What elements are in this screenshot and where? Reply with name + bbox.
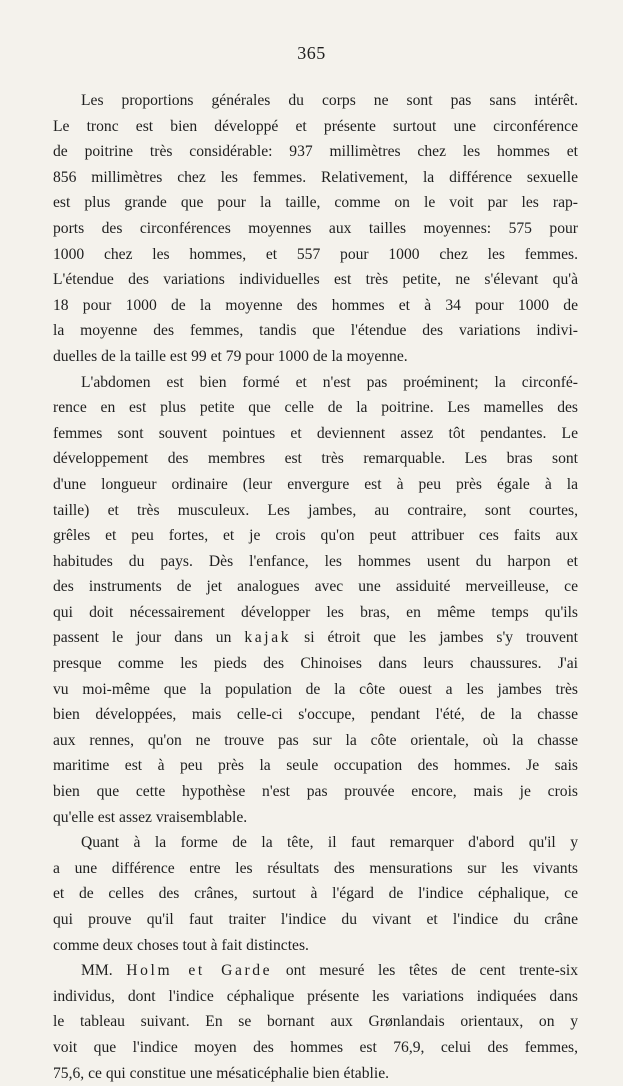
text-line: a une différence entre les résultats des mensurations sur les vivants	[53, 859, 578, 877]
text-line: 18 pour 1000 de la moyenne des hommes et à 34 pour 1000 de	[53, 296, 578, 314]
text-line: d'une longueur ordinaire (leur envergure est à peu près égale à la	[53, 475, 578, 493]
text-line: MM. Holm et Garde ont mesuré les têtes de cent trente-six	[81, 962, 578, 980]
text-line: la moyenne des femmes, tandis que l'étendue des variations indivi-	[53, 322, 578, 340]
text-line: passent le jour dans un kajak si étroit que les jambes s'y trouvent	[53, 629, 578, 647]
text-line: individus, dont l'indice céphalique présente les variations indiquées dans	[53, 987, 578, 1005]
text-line: des instruments de jet analogues avec une assiduité merveilleuse, ce	[53, 578, 578, 596]
text-line: Les proportions générales du corps ne sont pas sans intérêt.	[81, 92, 578, 109]
text-line: 856 millimètres chez les femmes. Relativement, la différence sexuelle	[53, 168, 578, 186]
letterspaced-word: Holm et Garde	[126, 962, 273, 980]
text-line: de poitrine très considérable: 937 millimètres chez les hommes et	[53, 143, 578, 161]
text-line: qu'elle est assez vraisemblable.	[53, 808, 248, 826]
text-line: bien développées, mais celle-ci s'occupe, pendant l'été, de la chasse	[53, 706, 578, 724]
text-line: voit que l'indice moyen des hommes est 76,9, celui des femmes,	[53, 1038, 578, 1056]
text-line: qui prouve qu'il faut traiter l'indice du vivant et l'indice du crâne	[53, 911, 578, 928]
text-line: le tableau suivant. En se bornant aux Grønlandais orientaux, on y	[53, 1013, 578, 1031]
text-line: développement des membres est très remarquable. Les bras sont	[53, 450, 578, 468]
text-line: L'étendue des variations individuelles est très petite, ne s'élevant qu'à	[53, 271, 578, 289]
text-line: L'abdomen est bien formé et n'est pas proéminent; la circonfé-	[81, 373, 578, 391]
text-line: grêles et peu fortes, et je crois qu'on peut attribuer ces faits aux	[53, 527, 578, 545]
text-line: 75,6, ce qui constitue une mésaticéphalie bien établie.	[53, 1064, 390, 1082]
text-line: presque comme les pieds des Chinoises dans leurs chaussures. J'ai	[53, 655, 578, 673]
text-line: taille) et très musculeux. Les jambes, au contraire, sont courtes,	[53, 501, 578, 519]
text-line: duelles de la taille est 99 et 79 pour 1000 de la moyenne.	[53, 347, 408, 365]
text-line: aux rennes, qu'on ne trouve pas sur la côte orientale, où la chasse	[53, 731, 578, 749]
text-line: 1000 chez les hommes, et 557 pour 1000 chez les femmes.	[53, 245, 578, 263]
letterspaced-word: kajak	[244, 629, 292, 647]
text-line: maritime est à peu près la seule occupation des hommes. Je sais	[53, 757, 578, 775]
text-line: rence en est plus petite que celle de la poitrine. Les mamelles des	[53, 399, 578, 417]
text-line: et de celles des crânes, surtout à l'égard de l'indice céphalique, ce	[53, 885, 578, 903]
text-line: Le tronc est bien développé et présente surtout une circonférence	[53, 117, 578, 135]
text-line: comme deux choses tout à fait distinctes.	[53, 936, 309, 954]
text-line: vu moi-même que la population de la côte ouest a les jambes très	[53, 680, 578, 698]
text-line: femmes sont souvent pointues et deviennent assez tôt pendantes. Le	[53, 424, 578, 442]
body-text	[53, 88, 578, 1086]
text-line: qui doit nécessairement développer les bras, en même temps qu'ils	[53, 603, 578, 621]
text-line: est plus grande que pour la taille, comme on le voit par les rap-	[53, 194, 578, 212]
page-number: 365	[297, 43, 326, 63]
text-line: Quant à la forme de la tête, il faut remarquer d'abord qu'il y	[81, 834, 578, 852]
text-line: bien que cette hypothèse n'est pas prouvée encore, mais je crois	[53, 783, 578, 801]
text-line: ports des circonférences moyennes aux tailles moyennes: 575 pour	[53, 219, 578, 237]
text-line: habitudes du pays. Dès l'enfance, les hommes usent du harpon et	[53, 552, 578, 570]
